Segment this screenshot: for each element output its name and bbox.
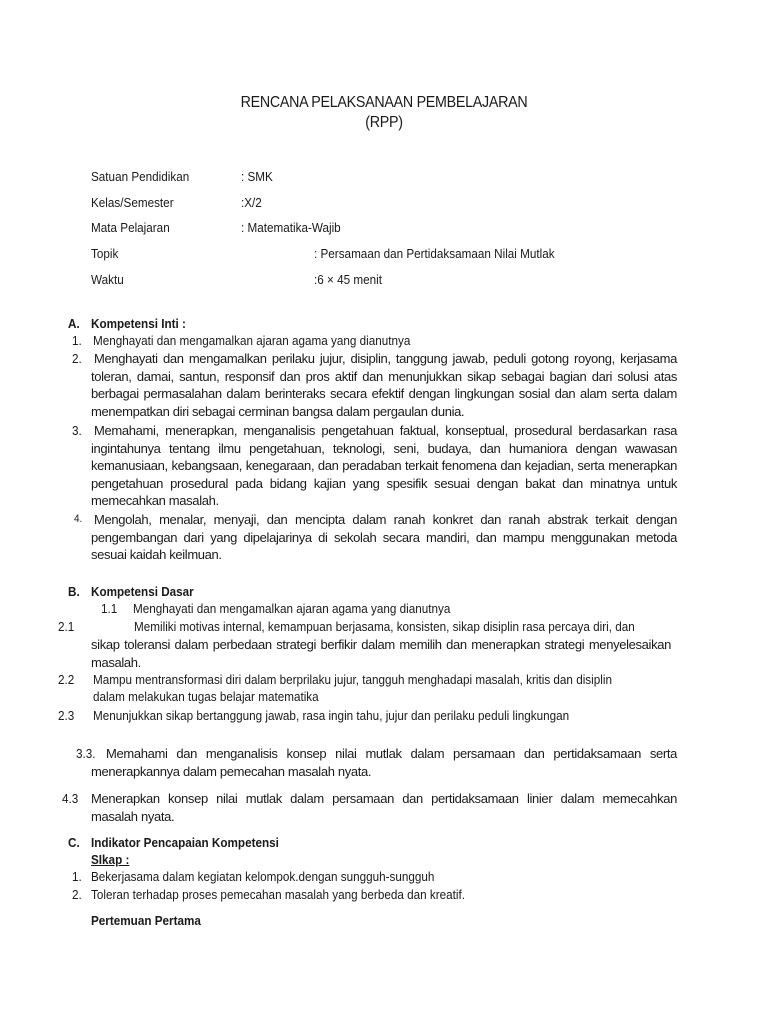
list-number: 3.	[72, 423, 82, 438]
identity-value: : Persamaan dan Pertidaksamaan Nilai Mutlak	[314, 246, 555, 261]
list-number: 2.3	[58, 708, 75, 723]
section-a-heading: Kompetensi Inti :	[91, 316, 186, 331]
identity-label: Topik	[91, 246, 119, 261]
section-c-marker: C.	[68, 835, 80, 850]
identity-value: :X/2	[241, 195, 262, 210]
list-item: Menghayati dan mengamalkan ajaran agama yang dianutnya	[133, 601, 451, 616]
section-b-heading: Kompetensi Dasar	[91, 584, 194, 599]
list-number: 4.	[74, 513, 83, 525]
section-c-subheading: SIkap :	[91, 852, 130, 867]
section-a-marker: A.	[68, 316, 80, 331]
list-item: Toleran terhadap proses pemecahan masalah yang berbeda dan kreatif.	[91, 887, 466, 902]
list-item: Memahami dan menganalisis konsep nilai mutlak dalam persamaan dan pertidaksamaan serta menerapkannya dalam pemecahan masalah nyata.	[91, 746, 677, 779]
list-number: 1.	[72, 333, 82, 348]
identity-value: : SMK	[241, 169, 273, 184]
list-number: 2.	[72, 351, 82, 366]
section-b-marker: B.	[68, 584, 80, 599]
identity-value: :6 × 45 menit	[314, 272, 382, 287]
list-number: 2.	[72, 887, 82, 902]
identity-label: Mata Pelajaran	[91, 220, 170, 235]
identity-label: Waktu	[91, 272, 124, 287]
identity-label: Satuan Pendidikan	[91, 169, 190, 184]
list-item: Menghayati dan mengamalkan ajaran agama yang dianutnya	[93, 333, 411, 348]
list-number: 3.3.	[76, 746, 96, 761]
list-item-continuation: dalam melakukan tugas belajar matematika	[93, 689, 319, 704]
section-c-heading: Indikator Pencapaian Kompetensi	[91, 835, 279, 850]
list-number: 1.1	[101, 601, 118, 616]
list-item-line: Memiliki motivas internal, kemampuan berjasama, konsisten, sikap disiplin rasa percaya diri, dan	[134, 619, 635, 634]
list-item-line: Mampu mentransformasi diri dalam berprilaku jujur, tangguh menghadapi masalah, kritis dan disiplin	[93, 672, 612, 687]
list-number: 2.2	[58, 672, 75, 687]
list-item-continuation: sikap toleransi dalam perbedaan strategi berfikir dalam memilih dan menerapkan strategi menyelesaikan masalah.	[91, 637, 671, 670]
identity-label: Kelas/Semester	[91, 195, 174, 210]
meeting-heading: Pertemuan Pertama	[91, 913, 201, 928]
list-item: Menunjukkan sikap bertanggung jawab, rasa ingin tahu, jujur dan perilaku peduli lingkungan	[93, 708, 570, 723]
list-item: Bekerjasama dalam kegiatan kelompok.dengan sungguh-sungguh	[91, 869, 435, 884]
list-item: Mengolah, menalar, menyaji, dan mencipta dalam ranah konkret dan ranah abstrak terkait dengan pengembangan dari yang dipelajarinya di sekolah secara mandiri, dan mampu menggunakan metoda sesuai kaidah keilmuan.	[91, 512, 677, 562]
document-title: RENCANA PELAKSANAAN PEMBELAJARAN	[240, 94, 528, 111]
document-subtitle: (RPP)	[365, 114, 403, 131]
identity-value: : Matematika-Wajib	[241, 220, 341, 235]
list-number: 2.1	[58, 619, 75, 634]
list-item: Menghayati dan mengamalkan perilaku jujur, disiplin, tanggung jawab, peduli gotong royong, kerjasama toleran, damai, santun, responsif dan pros aktif dan menunjukkan sikap sebagai bagian dari solusi atas berbagai permasalahan dalam berinteraks secara efektif dengan lingkungan sosial dan alam serta dalam menempatkan diri sebagai cerminan bangsa dalam pergaulan dunia.	[91, 351, 677, 419]
list-item: Menerapkan konsep nilai mutlak dalam persamaan dan pertidaksamaan linier dalam memecahkan masalah nyata.	[91, 791, 677, 824]
list-number: 4.3	[62, 791, 79, 806]
list-item: Memahami, menerapkan, menganalisis pengetahuan faktual, konseptual, prosedural berdasarkan rasa ingintahunya tentang ilmu pengetahuan, teknologi, seni, budaya, dan humaniora dengan wawasan kemanusiaan, kebangsaan, kenegaraan, dan peradaban terkait fenomena dan kejadian, serta menerapkan pengetahuan prosedural pada bidang kajian yang spesifik sesuai dengan bakat dan minatnya untuk memecahkan masalah.	[91, 423, 677, 508]
list-number: 1.	[72, 869, 82, 884]
